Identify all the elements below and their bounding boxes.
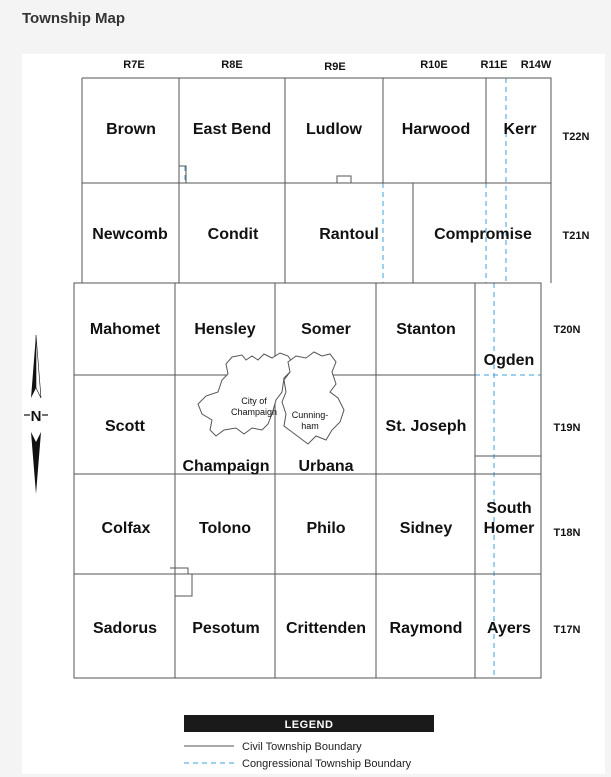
township-label-ogden: Ogden — [483, 352, 535, 369]
township-label-colfax: Colfax — [101, 520, 151, 537]
boundary-jog — [337, 176, 351, 183]
boundary-line — [82, 78, 551, 283]
township-label-south: South — [486, 500, 532, 517]
place-label-champaign: Champaign — [230, 407, 278, 417]
place-label-ham: ham — [301, 421, 319, 431]
township-label-philo: Philo — [306, 520, 346, 537]
township-label-champaign: Champaign — [182, 458, 270, 475]
township-label-tolono: Tolono — [198, 520, 252, 537]
range-label-r7e: R7E — [123, 59, 145, 71]
place-label-cunning: Cunning- — [291, 410, 329, 420]
range-label-r14w: R14W — [520, 59, 552, 71]
tier-label-t19n: T19N — [553, 422, 581, 434]
township-label-homer: Homer — [483, 520, 535, 537]
township-label-urbana: Urbana — [298, 458, 354, 475]
township-label-raymond: Raymond — [389, 620, 463, 637]
township-label-st-joseph: St. Joseph — [385, 418, 467, 435]
township-label-ludlow: Ludlow — [306, 121, 362, 138]
range-label-r11e: R11E — [480, 59, 508, 71]
township-label-stanton: Stanton — [396, 321, 456, 338]
township-label-compromise: Compromise — [434, 226, 532, 243]
north-arrow-top-highlight — [36, 335, 41, 398]
tier-label-t20n: T20N — [553, 324, 581, 336]
boundary-jog — [170, 568, 188, 574]
lower-county-outline — [74, 283, 541, 678]
township-label-kerr: Kerr — [503, 121, 537, 138]
township-label-condit: Condit — [207, 226, 259, 243]
township-label-scott: Scott — [105, 418, 145, 435]
township-label-east-bend: East Bend — [192, 121, 272, 138]
township-label-sidney: Sidney — [399, 520, 453, 537]
tier-label-t21n: T21N — [562, 230, 590, 242]
range-label-r8e: R8E — [221, 59, 243, 71]
city-of-champaign-outline — [198, 353, 292, 436]
township-label-ayers: Ayers — [487, 620, 531, 637]
place-label-city-of: City of — [241, 396, 267, 406]
north-label: N — [30, 408, 42, 425]
tier-label-t22n: T22N — [562, 131, 590, 143]
legend-civil-label: Civil Township Boundary — [242, 741, 362, 753]
tier-label-t18n: T18N — [553, 527, 581, 539]
tier-label-t17n: T17N — [553, 624, 581, 636]
range-label-r9e: R9E — [324, 61, 346, 73]
north-arrow-bottom — [31, 432, 41, 494]
township-label-mahomet: Mahomet — [89, 321, 161, 338]
township-label-rantoul: Rantoul — [319, 226, 379, 243]
township-label-harwood: Harwood — [401, 121, 471, 138]
legend-congressional-label: Congressional Township Boundary — [242, 758, 412, 770]
legend-title: LEGEND — [284, 719, 334, 731]
range-label-r10e: R10E — [420, 59, 448, 71]
boundary-jog — [175, 574, 192, 596]
page-title: Township Map — [22, 10, 126, 27]
north-arrow-icon — [24, 335, 48, 494]
township-label-newcomb: Newcomb — [92, 226, 168, 243]
township-label-crittenden: Crittenden — [286, 620, 366, 637]
township-label-sadorus: Sadorus — [92, 620, 158, 637]
township-label-somer: Somer — [301, 321, 351, 338]
township-label-hensley: Hensley — [194, 321, 256, 338]
legend — [184, 715, 434, 770]
township-label-pesotum: Pesotum — [192, 620, 260, 637]
township-label-brown: Brown — [106, 121, 156, 138]
